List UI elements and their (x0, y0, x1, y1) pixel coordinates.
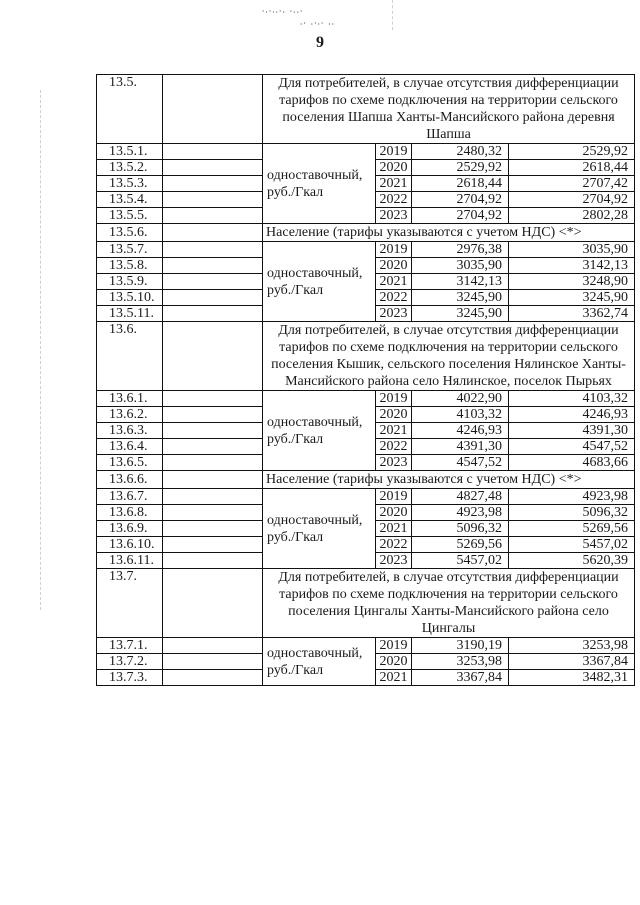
tariff-first-half: 3245,90 (412, 306, 509, 322)
empty-cell (163, 553, 263, 569)
row-number: 13.6.1. (97, 391, 163, 407)
tariff-first-half: 3190,19 (412, 638, 509, 654)
scan-artifact-top-2: ⸳⸱ ⸳⸱⸳⸱ ⸳⸳ (300, 19, 336, 29)
row-number: 13.5.3. (97, 176, 163, 192)
row-number: 13.6.8. (97, 505, 163, 521)
tariff-second-half: 3142,13 (509, 258, 635, 274)
tariff-second-half: 4103,32 (509, 391, 635, 407)
tariff-first-half: 3367,84 (412, 670, 509, 686)
tariff-second-half: 3253,98 (509, 638, 635, 654)
row-number: 13.6.11. (97, 553, 163, 569)
empty-cell (163, 391, 263, 407)
unit-cell: одноставочный, руб./Гкал (263, 391, 376, 471)
unit-cell: одноставочный, руб./Гкал (263, 242, 376, 322)
row-number: 13.5.7. (97, 242, 163, 258)
section-number: 13.5. (97, 75, 163, 144)
page-number: 9 (316, 34, 324, 51)
year-cell: 2022 (376, 537, 412, 553)
tariff-first-half: 4547,52 (412, 455, 509, 471)
row-number: 13.6.2. (97, 407, 163, 423)
row-number: 13.6.3. (97, 423, 163, 439)
row-number: 13.5.1. (97, 144, 163, 160)
tariff-first-half: 4827,48 (412, 489, 509, 505)
tariff-second-half: 3248,90 (509, 274, 635, 290)
empty-cell (163, 521, 263, 537)
empty-cell (163, 224, 263, 242)
empty-cell (163, 208, 263, 224)
tariff-second-half: 3367,84 (509, 654, 635, 670)
population-note: Население (тарифы указываются с учетом НДС) <*> (263, 224, 635, 242)
year-cell: 2019 (376, 242, 412, 258)
tariff-second-half: 2618,44 (509, 160, 635, 176)
year-cell: 2021 (376, 521, 412, 537)
empty-cell (163, 176, 263, 192)
tariff-second-half: 5269,56 (509, 521, 635, 537)
empty-cell (163, 471, 263, 489)
year-cell: 2022 (376, 439, 412, 455)
tariff-second-half: 5096,32 (509, 505, 635, 521)
scan-artifact-top: ⸱⸳⸱⸳⸳⸱⸳ ⸱⸳⸳⸱ (262, 7, 304, 17)
row-number: 13.6.5. (97, 455, 163, 471)
year-cell: 2023 (376, 306, 412, 322)
unit-cell: одноставочный, руб./Гкал (263, 638, 376, 686)
empty-cell (163, 455, 263, 471)
section-heading: Для потребителей, в случае отсутствия дифференциации тарифов по схеме подключения на территории сельского поселения Кышик, сельского поселения Нялинское Ханты-Мансийского района село Нялинское, поселок Пырьях (263, 322, 635, 391)
margin-line-right (392, 0, 393, 30)
tariff-second-half: 3035,90 (509, 242, 635, 258)
year-cell: 2020 (376, 654, 412, 670)
row-number: 13.6.9. (97, 521, 163, 537)
tariff-first-half: 4022,90 (412, 391, 509, 407)
tariff-first-half: 5269,56 (412, 537, 509, 553)
empty-cell (163, 192, 263, 208)
margin-line-left (40, 90, 41, 610)
row-number: 13.6.10. (97, 537, 163, 553)
section-header-row (97, 569, 635, 638)
row-number: 13.7.2. (97, 654, 163, 670)
row-number: 13.5.6. (97, 224, 163, 242)
tariff-first-half: 3142,13 (412, 274, 509, 290)
empty-cell (163, 638, 263, 654)
year-cell: 2021 (376, 670, 412, 686)
year-cell: 2023 (376, 455, 412, 471)
tariff-second-half: 5457,02 (509, 537, 635, 553)
tariff-row (97, 144, 635, 160)
section-number: 13.7. (97, 569, 163, 638)
tariff-first-half: 2618,44 (412, 176, 509, 192)
tariff-second-half: 2802,28 (509, 208, 635, 224)
year-cell: 2020 (376, 505, 412, 521)
empty-cell (163, 505, 263, 521)
year-cell: 2020 (376, 160, 412, 176)
tariff-row (97, 489, 635, 505)
tariff-table (96, 74, 635, 686)
empty-cell (163, 670, 263, 686)
year-cell: 2019 (376, 489, 412, 505)
year-cell: 2022 (376, 192, 412, 208)
empty-cell (163, 569, 263, 638)
year-cell: 2021 (376, 423, 412, 439)
section-heading: Для потребителей, в случае отсутствия дифференциации тарифов по схеме подключения на территории сельского поселения Шапша Ханты-Мансийского района деревня Шапша (263, 75, 635, 144)
tariff-second-half: 3482,31 (509, 670, 635, 686)
tariff-table-body (97, 75, 635, 686)
row-number: 13.5.4. (97, 192, 163, 208)
tariff-first-half: 3245,90 (412, 290, 509, 306)
tariff-first-half: 4103,32 (412, 407, 509, 423)
empty-cell (163, 242, 263, 258)
row-number: 13.6.6. (97, 471, 163, 489)
empty-cell (163, 537, 263, 553)
tariff-second-half: 2529,92 (509, 144, 635, 160)
tariff-first-half: 4923,98 (412, 505, 509, 521)
tariff-second-half: 2707,42 (509, 176, 635, 192)
section-header-row (97, 75, 635, 144)
year-cell: 2023 (376, 208, 412, 224)
tariff-second-half: 4246,93 (509, 407, 635, 423)
section-heading: Для потребителей, в случае отсутствия дифференциации тарифов по схеме подключения на территории сельского поселения Цингалы Ханты-Мансийского района село Цингалы (263, 569, 635, 638)
empty-cell (163, 144, 263, 160)
unit-cell: одноставочный, руб./Гкал (263, 144, 376, 224)
empty-cell (163, 322, 263, 391)
tariff-first-half: 5096,32 (412, 521, 509, 537)
tariff-second-half: 3245,90 (509, 290, 635, 306)
tariff-first-half: 4246,93 (412, 423, 509, 439)
tariff-first-half: 2480,32 (412, 144, 509, 160)
empty-cell (163, 75, 263, 144)
year-cell: 2021 (376, 176, 412, 192)
tariff-second-half: 4391,30 (509, 423, 635, 439)
tariff-row (97, 242, 635, 258)
row-number: 13.6.4. (97, 439, 163, 455)
tariff-first-half: 3253,98 (412, 654, 509, 670)
tariff-first-half: 2976,38 (412, 242, 509, 258)
tariff-first-half: 3035,90 (412, 258, 509, 274)
row-number: 13.6.7. (97, 489, 163, 505)
empty-cell (163, 290, 263, 306)
empty-cell (163, 423, 263, 439)
row-number: 13.5.5. (97, 208, 163, 224)
year-cell: 2021 (376, 274, 412, 290)
section-header-row (97, 322, 635, 391)
empty-cell (163, 407, 263, 423)
unit-cell: одноставочный, руб./Гкал (263, 489, 376, 569)
section-number: 13.6. (97, 322, 163, 391)
empty-cell (163, 439, 263, 455)
empty-cell (163, 258, 263, 274)
tariff-first-half: 5457,02 (412, 553, 509, 569)
tariff-second-half: 4683,66 (509, 455, 635, 471)
year-cell: 2019 (376, 391, 412, 407)
year-cell: 2023 (376, 553, 412, 569)
tariff-first-half: 2704,92 (412, 208, 509, 224)
tariff-first-half: 4391,30 (412, 439, 509, 455)
tariff-row (97, 391, 635, 407)
population-row (97, 471, 635, 489)
row-number: 13.5.9. (97, 274, 163, 290)
empty-cell (163, 160, 263, 176)
row-number: 13.5.10. (97, 290, 163, 306)
row-number: 13.7.3. (97, 670, 163, 686)
empty-cell (163, 274, 263, 290)
row-number: 13.5.2. (97, 160, 163, 176)
empty-cell (163, 306, 263, 322)
row-number: 13.5.11. (97, 306, 163, 322)
row-number: 13.5.8. (97, 258, 163, 274)
tariff-second-half: 4547,52 (509, 439, 635, 455)
population-row (97, 224, 635, 242)
empty-cell (163, 489, 263, 505)
year-cell: 2022 (376, 290, 412, 306)
year-cell: 2020 (376, 258, 412, 274)
tariff-second-half: 4923,98 (509, 489, 635, 505)
year-cell: 2019 (376, 638, 412, 654)
tariff-first-half: 2529,92 (412, 160, 509, 176)
population-note: Население (тарифы указываются с учетом НДС) <*> (263, 471, 635, 489)
empty-cell (163, 654, 263, 670)
row-number: 13.7.1. (97, 638, 163, 654)
tariff-second-half: 3362,74 (509, 306, 635, 322)
tariff-second-half: 2704,92 (509, 192, 635, 208)
tariff-second-half: 5620,39 (509, 553, 635, 569)
year-cell: 2020 (376, 407, 412, 423)
tariff-first-half: 2704,92 (412, 192, 509, 208)
tariff-row (97, 638, 635, 654)
year-cell: 2019 (376, 144, 412, 160)
